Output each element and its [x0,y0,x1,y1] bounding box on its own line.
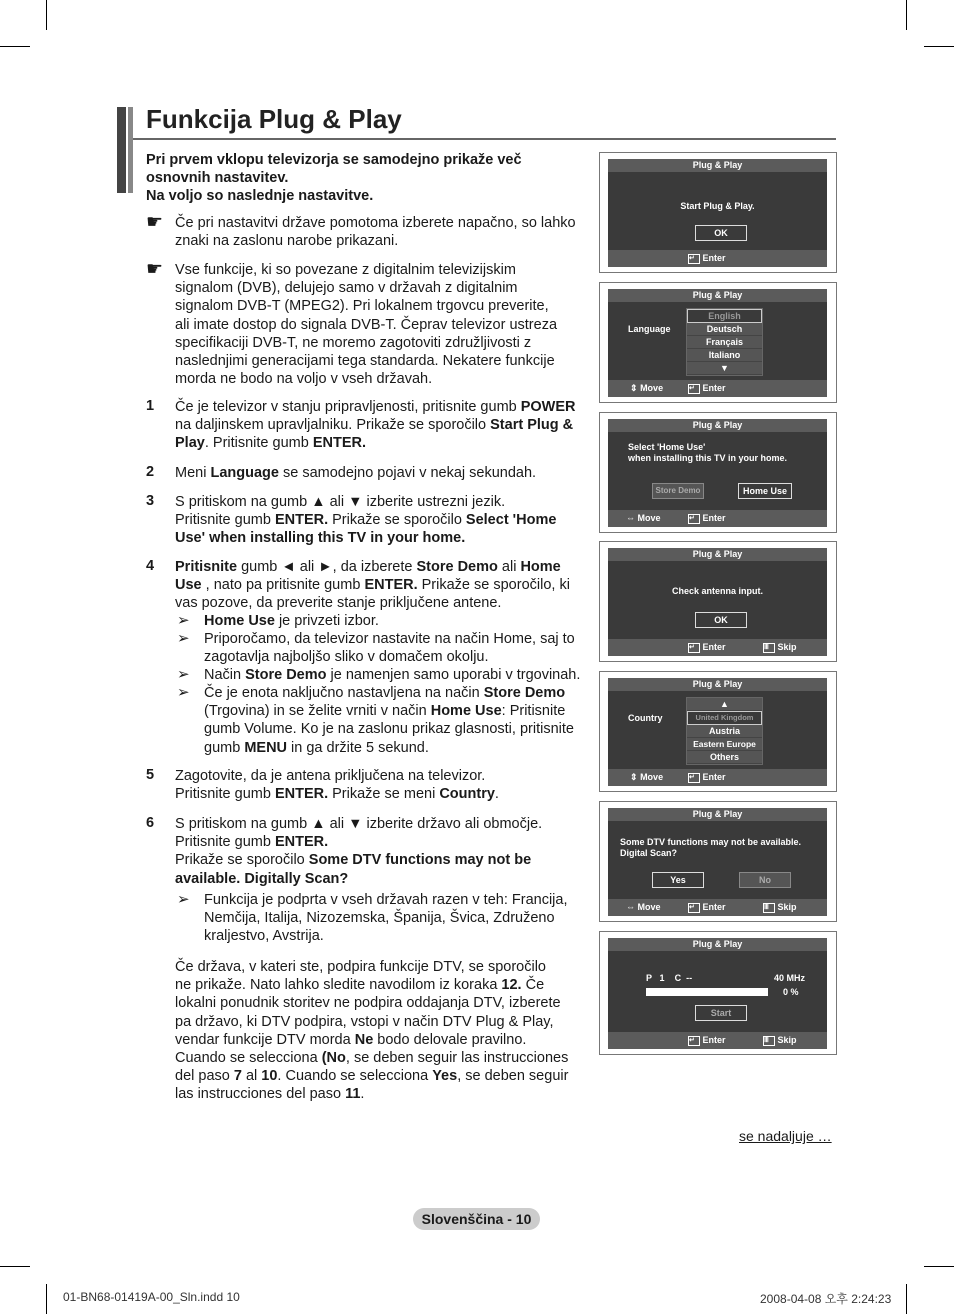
crop-mark [924,1266,954,1267]
left-right-icon: ⇔ [626,513,635,523]
screen-footer: ↵ Enter Ⅲ Skip [608,1032,827,1049]
screen-footer: ⇔ Move ↵ Enter [608,510,827,527]
list-item[interactable]: Eastern Europe [687,738,762,751]
step-4-note-4: Če je enota naključno nastavljena na način Store Demo (Trgovina) in se želite vrniti v način Home Use: Pritisnite gumb Volume. Ko je na zaslonu prikaz glasnosti, pritisnite gumb MENU in ga držite 5 sekund. [204,685,574,756]
arrow-icon: ➢ [177,630,190,647]
intro-text: Pri prvem vklopu televizorja se samodejno prikaže več osnovnih nastavitev. Na voljo so naslednje nastavitve. [146,152,522,204]
step-2-text: Meni Language se samodejno pojavi v nekaj sekundah. [175,465,537,481]
crop-mark [0,46,30,47]
note-1: Če pri nastavitvi države pomotoma izberete napačno, so lahko znaki na zaslonu narobe prikazani. [175,215,576,250]
progress-bar [646,988,768,996]
arrow-icon: ➢ [177,684,190,701]
list-item[interactable]: English [687,309,762,323]
list-item[interactable]: Others [687,751,762,764]
screen-message: Some DTV functions may not be available. Digital Scan? [620,837,802,858]
step-number: 4 [146,558,155,574]
note-2: Vse funkcije, ki so povezane z digitalnim televizijskim signalom (DVB), delujejo samo v državah z digitalnim signalom DVB-T (MPEG2). Pri lokalnem trgovcu preverite, ali imate dostop do signala DVB-T. Čeprav televizor ustreza specifikaciji DVB-T, ne moremo zagotoviti združljivosti z naslednjimi generacijami tega standarda. Nekatere funkcije morda ne bodo na voljo v vseh državah. [175,262,558,388]
language-label: Language [628,324,671,334]
screen-header: Plug & Play [608,289,827,302]
screen-header: Plug & Play [608,938,827,951]
crop-mark [906,1284,907,1314]
enter-icon: ↵ [688,643,700,653]
skip-icon: Ⅲ [763,903,775,913]
language-list[interactable] [686,308,763,376]
step-number: 1 [146,398,155,414]
crop-mark [46,1284,47,1314]
screen-footer: ↵ Enter Ⅲ Skip [608,639,827,656]
screen-footer: ⇔ Move ↵ Enter Ⅲ Skip [608,899,827,916]
step-4-note-2: Priporočamo, da televizor nastavite na način Home, saj to zagotavlja najboljšo sliko v domačem okolju. [204,631,575,666]
list-item[interactable]: Deutsch [687,323,762,336]
screen-language [599,282,837,403]
crop-mark [924,46,954,47]
no-button[interactable]: No [739,872,791,888]
screen-header: Plug & Play [608,419,827,432]
crop-mark [906,0,907,30]
scroll-up-icon[interactable]: ▲ [687,698,762,711]
list-item[interactable]: Italiano [687,349,762,362]
step-number: 6 [146,815,155,831]
enter-icon: ↵ [688,773,700,783]
up-down-icon: ⇕ [630,772,638,782]
crop-mark [46,0,47,30]
progress-percent: 0 % [783,987,799,997]
screen-footer: ↵ Enter [608,250,827,267]
step-4-text: Pritisnite gumb ◄ ali ►, da izberete Store Demo ali Home Use , nato pa pritisnite gumb ENTER. Prikaže se sporočilo, ki vas pozove, da preverite stanje priključene antene. [175,559,570,612]
ok-button[interactable]: OK [695,225,747,241]
list-item[interactable]: Français [687,336,762,349]
step-1-text: Če je televizor v stanju pripravljenosti, pritisnite gumb POWER na daljinskem upravljalniku. Prikaže se sporočilo Start Plug & Play. Pritisnite gumb ENTER. [175,399,576,452]
left-right-icon: ⇔ [626,902,635,912]
step-number: 5 [146,767,155,783]
enter-icon: ↵ [688,384,700,394]
screen-digital-scan [599,801,837,922]
page-title: Funkcija Plug & Play [146,104,402,134]
crop-mark [0,1266,30,1267]
page-number: Slovenščina - 10 [413,1208,540,1230]
pointing-hand-icon: ☛ [146,212,164,233]
enter-icon: ↵ [688,254,700,264]
screen-header: Plug & Play [608,678,827,691]
step-3-text: S pritiskom na gumb ▲ ali ▼ izberite ustrezni jezik. Pritisnite gumb ENTER. Prikaže se sporočilo Select 'Home Use' when installing this TV in your home. [175,494,557,547]
arrow-icon: ➢ [177,891,190,908]
screen-antenna [599,541,837,662]
screen-country [599,671,837,792]
step-6-text: S pritiskom na gumb ▲ ali ▼ izberite državo ali območje. Pritisnite gumb ENTER. Prikaže se sporočilo Some DTV functions may not be available. Digitally Scan? [175,816,543,887]
footer-file: 01-BN68-01419A-00_Sln.indd 10 [63,1290,240,1304]
step-number: 2 [146,464,155,480]
footer-date: 2008-04-08 오후 2:24:23 [760,1292,892,1306]
skip-icon: Ⅲ [763,1036,775,1046]
scroll-down-icon[interactable]: ▼ [687,362,762,375]
frequency-readout: 40 MHz [774,973,806,983]
enter-icon: ↵ [688,1036,700,1046]
title-divider [133,138,836,140]
step-number: 3 [146,493,155,509]
screen-message: Check antenna input. [671,586,763,596]
arrow-icon: ➢ [177,612,190,629]
screen-start [599,152,837,273]
screen-message: Start Plug & Play. [680,201,755,211]
screen-header: Plug & Play [608,159,827,172]
start-button[interactable]: Start [695,1005,747,1021]
screen-home-use [599,412,837,533]
program-readout: P 1 C -- [646,973,693,983]
home-use-button[interactable]: Home Use [738,483,792,499]
skip-icon: Ⅲ [763,643,775,653]
screen-header: Plug & Play [608,808,827,821]
screen-footer: ⇕ Move ↵ Enter [608,769,827,786]
ok-button[interactable]: OK [695,612,747,628]
step-4-note-1: Home Use je privzeti izbor. [204,613,379,629]
pointing-hand-icon: ☛ [146,259,164,280]
yes-button[interactable]: Yes [652,872,704,888]
continue-link: se nadaljuje … [739,1128,832,1144]
step-6-note-1: Funkcija je podprta v vseh državah razen v teh: Francija, Nemčija, Italija, Nizozemska, Španija, Švica, Združeno kraljestvo, Avstrija. [204,892,568,945]
arrow-icon: ➢ [177,666,190,683]
step-6-paragraph: Če država, v kateri ste, podpira funkcije DTV, se sporočilo ne prikaže. Nato lahko sledite navodilom iz koraka 12. Če lokalni ponudnik storitev ne podpira oddajanja DTV, izberete pa državo, ki DTV podpira, vstopi v način DTV Plug & Play, vendar funkcije DTV morda Ne bodo delovale pravilno. Cuando se selecciona (No, se deben seguir las instrucciones del paso 7 al 10. Cuando se selecciona Yes, se deben seguir las instrucciones del paso 11. [175,959,569,1103]
country-list[interactable] [686,697,763,765]
up-down-icon: ⇕ [630,383,638,393]
enter-icon: ↵ [688,514,700,524]
screen-header: Plug & Play [608,548,827,561]
list-item[interactable]: Austria [687,725,762,738]
list-item[interactable]: United Kingdom [687,711,762,725]
step-4-note-3: Način Store Demo je namenjen samo uporabi v trgovinah. [204,667,581,683]
store-demo-button[interactable]: Store Demo [652,483,704,499]
enter-icon: ↵ [688,903,700,913]
country-label: Country [628,713,663,723]
screen-scan-progress [599,931,837,1055]
screen-footer: ⇕ Move ↵ Enter [608,380,827,397]
screen-message: Select 'Home Use' when installing this TV in your home. [628,442,788,463]
step-5-text: Zagotovite, da je antena priključena na televizor. Pritisnite gumb ENTER. Prikaže se meni Country. [175,768,499,803]
